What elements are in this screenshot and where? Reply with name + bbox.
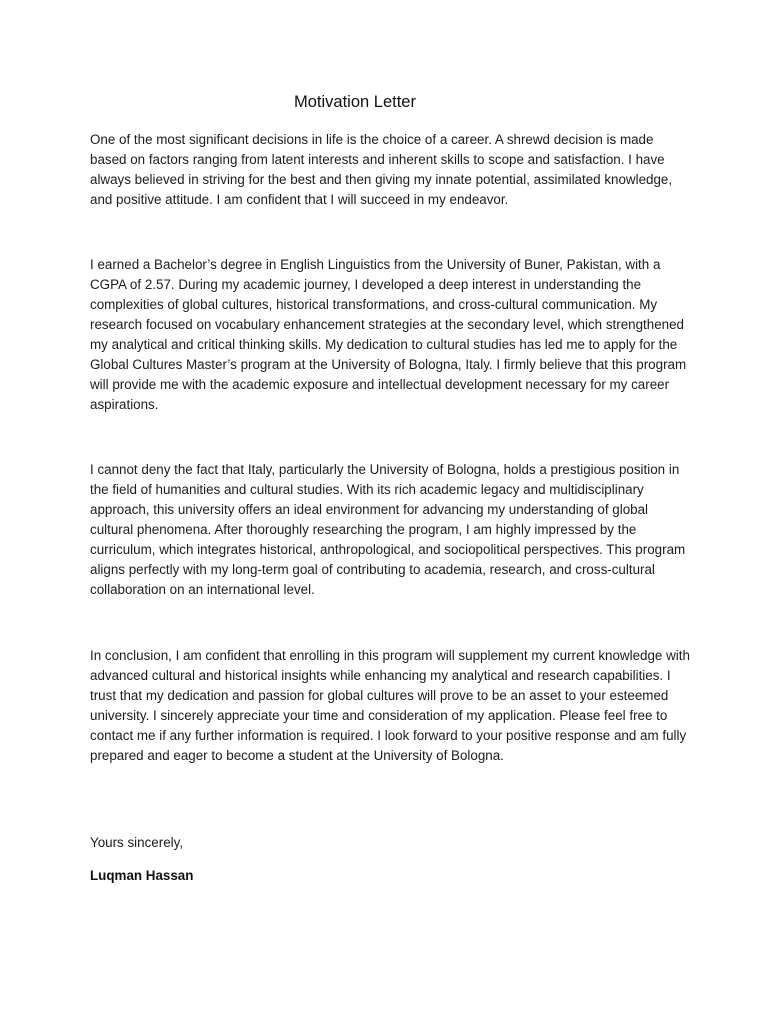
letter-signature: Luqman Hassan — [90, 868, 194, 883]
paragraph-education: I earned a Bachelor’s degree in English Linguistics from the University of Buner, Pakistan, with a CGPA of 2.57. During my academic journey, I developed a deep interest in understanding the complexities of global cultures, historical transformations, and cross-cultural communication. My research focused on vocabulary enhancement strategies at the secondary level, which strengthened my analytical and critical thinking skills. My dedication to cultural studies has led me to apply for the Global Cultures Master’s program at the University of Bologna, Italy. I firmly believe that this program will provide me with the academic exposure and intellectual development necessary for my career aspirations. — [90, 257, 687, 412]
paragraph-introduction: One of the most significant decisions in life is the choice of a career. A shrewd decision is made based on factors ranging from latent interests and inherent skills to scope and satisfaction. I have always believed in striving for the best and then giving my innate potential, assimilated knowledge, and positive attitude. I am confident that I will succeed in my endeavor. — [90, 132, 673, 207]
paragraph-conclusion: In conclusion, I am confident that enrolling in this program will supplement my current knowledge with advanced cultural and historical insights while enhancing my analytical and research capabilities. I trust that my dedication and passion for global cultures will prove to be an asset to your esteemed university. I sincerely appreciate your time and consideration of my application. Please feel free to contact me if any further information is required. I look forward to your positive response and am fully prepared and eager to become a student at the University of Bologna. — [90, 648, 690, 763]
letter-closing: Yours sincerely, — [90, 835, 184, 850]
paragraph-university-choice: I cannot deny the fact that Italy, particularly the University of Bologna, holds a prestigious position in the field of humanities and cultural studies. With its rich academic legacy and multidisciplinary approach, this university offers an ideal environment for advancing my understanding of global cultural phenomena. After thoroughly researching the program, I am highly impressed by the curriculum, which integrates historical, anthropological, and sociopolitical perspectives. This program aligns perfectly with my long-term goal of contributing to academia, research, and cross-cultural collaboration on an international level. — [90, 462, 686, 597]
letter-title: Motivation Letter — [294, 93, 416, 111]
